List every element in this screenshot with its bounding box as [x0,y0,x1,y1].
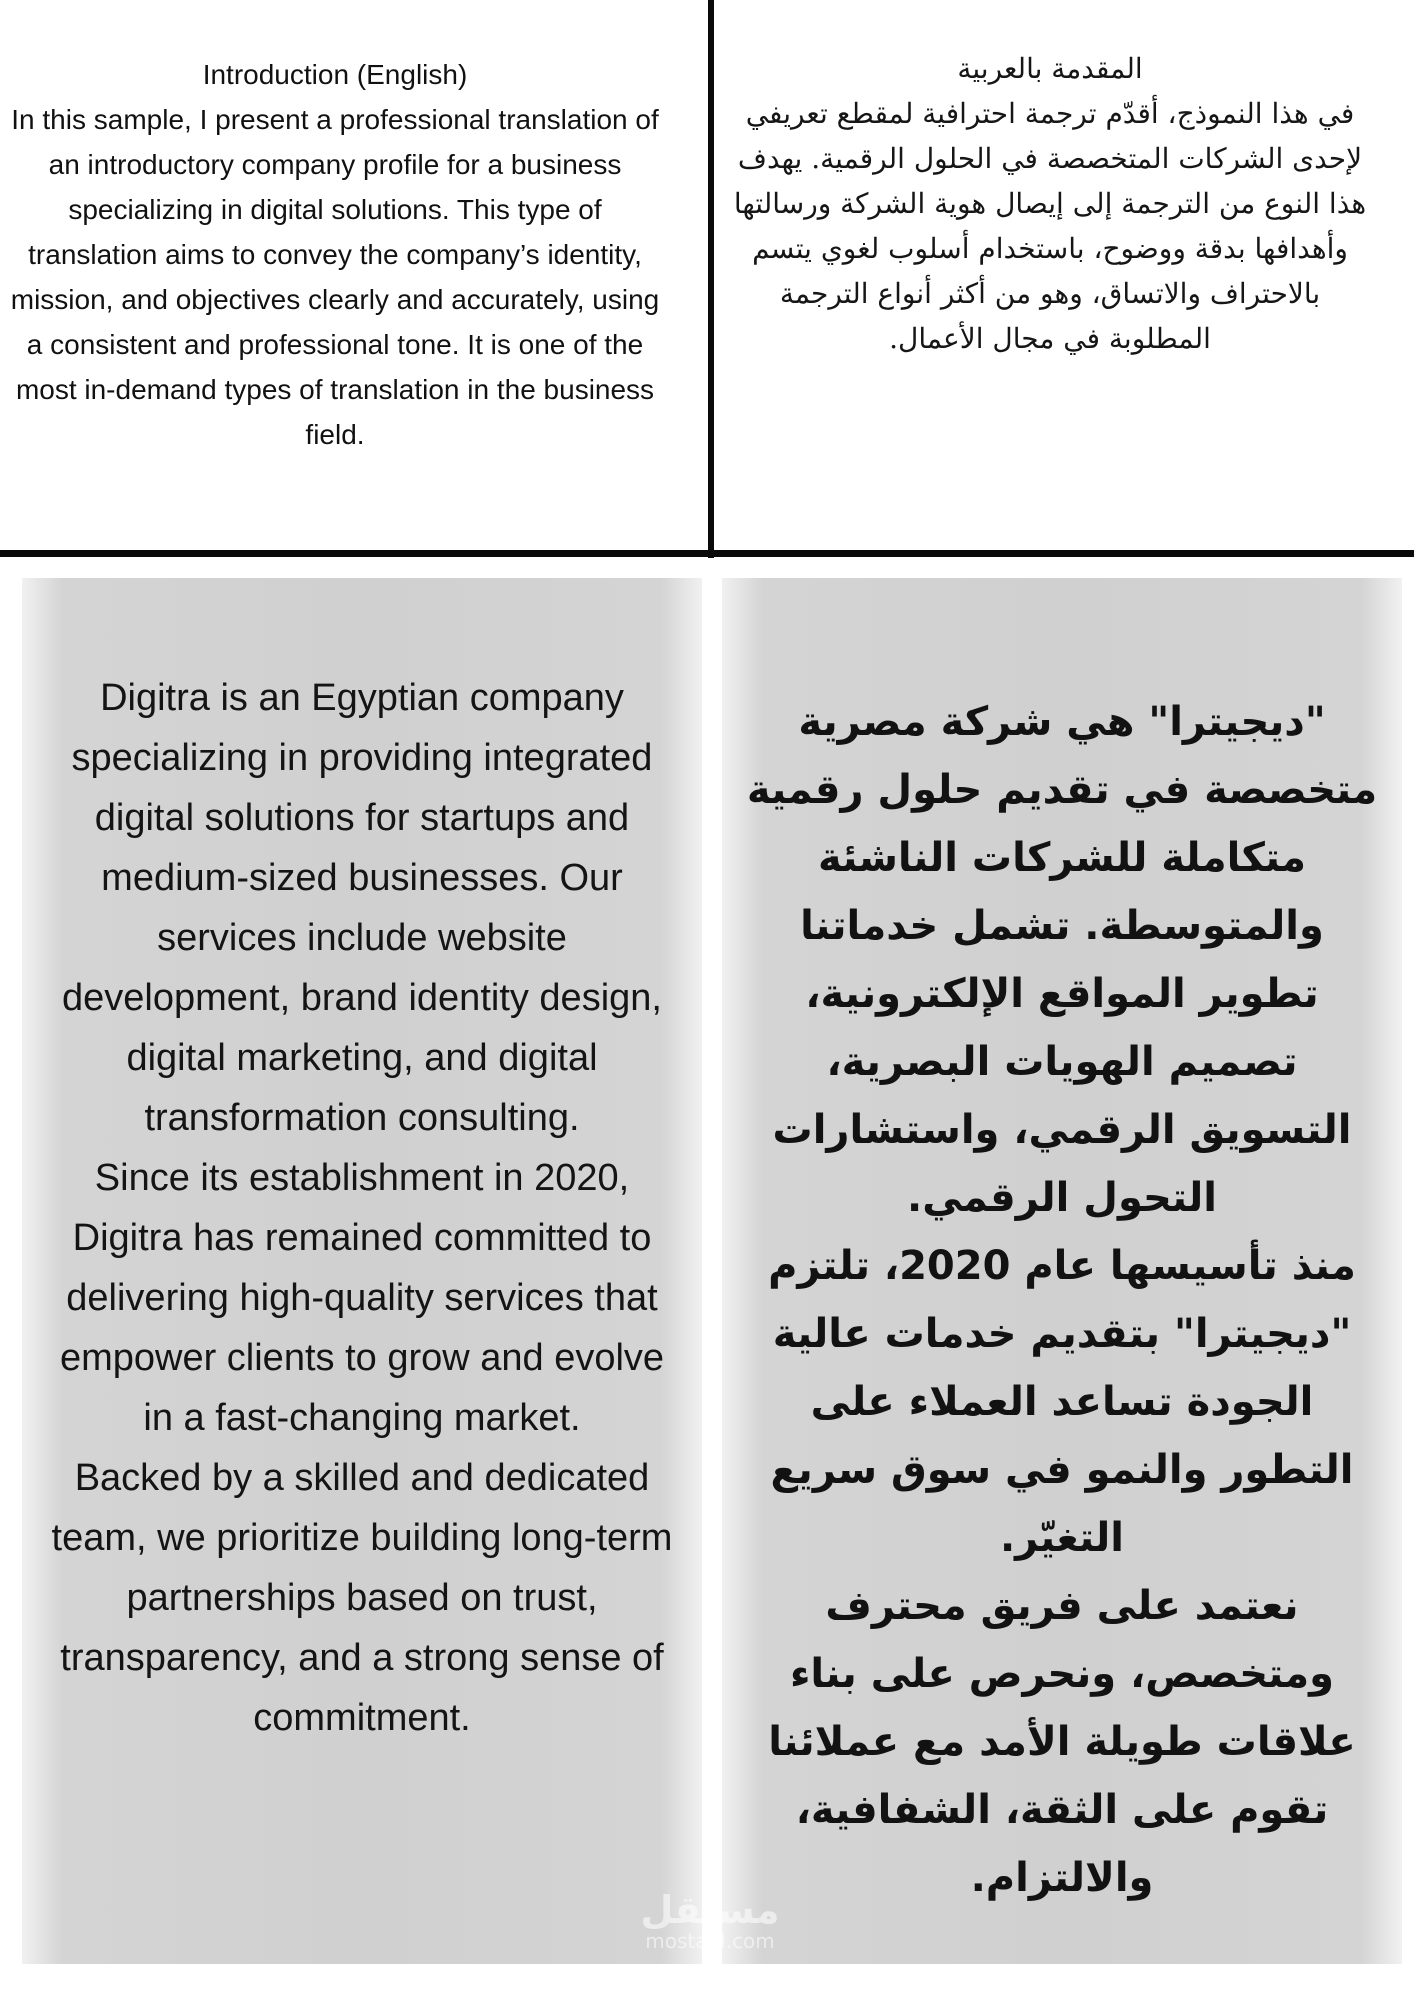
arabic-paragraph-2: منذ تأسيسها عام 2020، تلتزم "ديجيترا" بتقديم خدمات عالية الجودة تساعد العملاء على التطور والنمو في سوق سريع التغيّر. [768,1243,1356,1561]
intro-arabic [725,46,1375,361]
arabic-panel [722,578,1402,1964]
intro-english [10,52,660,457]
arabic-panel-text [722,688,1402,1912]
intro-section [0,0,1414,560]
english-paragraph-1: Digitra is an Egyptian company specializing in providing integrated digital solutions for startups and medium-sized businesses. Our services include website development, brand identity design, digital marketing, and digital transformation consulting. [62,677,662,1139]
watermark-latin: mostaql.com [645,1929,775,1953]
english-paragraph-2: Since its establishment in 2020, Digitra has remained committed to delivering high-quality services that empower clients to grow and evolve in a fast-changing market. [59,1157,665,1439]
english-panel-text [22,668,702,1748]
intro-english-body: In this sample, I present a professional translation of an introductory company profile for a business specializing in digital solutions. This type of translation aims to convey the company’s identity, mission, and objectives clearly and accurately, using a consistent and professional tone. It is one of the most in-demand types of translation in the business field. [10,104,660,450]
watermark-arabic: مستقل [640,1888,780,1932]
english-panel [22,578,702,1964]
arabic-paragraph-3: نعتمد على فريق محترف ومتخصص، ونحرص على بناء علاقات طويلة الأمد مع عملائنا تقوم على الثقة، الشفافية، والالتزام. [768,1583,1356,1901]
english-paragraph-3: Backed by a skilled and dedicated team, we prioritize building long-term partnerships based on trust, transparency, and a strong sense of commitment. [51,1457,673,1739]
vertical-divider [708,0,714,558]
intro-arabic-heading: المقدمة بالعربية [957,52,1143,85]
horizontal-divider [0,550,1414,557]
intro-arabic-body: في هذا النموذج، أقدّم ترجمة احترافية لمقطع تعريفي لإحدى الشركات المتخصصة في الحلول الرقمية. يهدف هذا النوع من الترجمة إلى إيصال هوية الشركة ورسالتها وأهدافها بدقة ووضوح، باستخدام أسلوب لغوي يتسم بالاحتراف والاتساق، وهو من أكثر أنواع الترجمة المطلوبة في مجال الأعمال. [733,97,1367,355]
intro-english-heading: Introduction (English) [202,59,468,90]
arabic-paragraph-1: "ديجيترا" هي شركة مصرية متخصصة في تقديم حلول رقمية متكاملة للشركات الناشئة والمتوسطة. تشمل خدماتنا تطوير المواقع الإلكترونية، تصميم الهويات البصرية، التسويق الرقمي، واستشارات التحول الرقمي. [746,699,1378,1221]
